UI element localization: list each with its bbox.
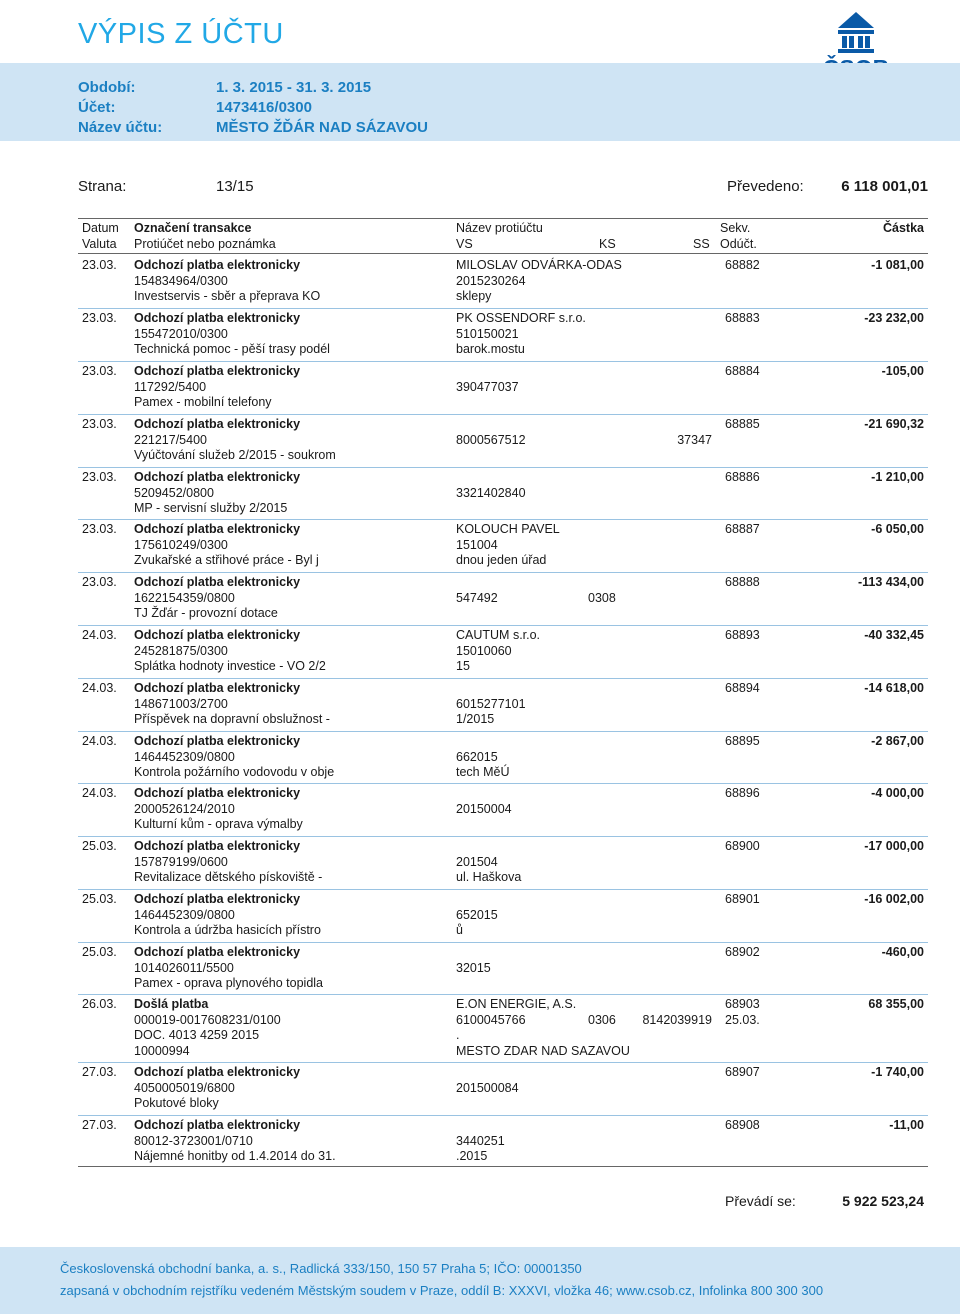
row-sequence: 68903 bbox=[725, 997, 760, 1011]
row-separator bbox=[78, 889, 928, 890]
row-sequence: 68883 bbox=[725, 311, 760, 325]
row-counterparty-note: 15 bbox=[456, 659, 470, 673]
row-amount: -1 081,00 bbox=[871, 258, 924, 272]
row-sequence: 68887 bbox=[725, 522, 760, 536]
col-ss: SS bbox=[693, 237, 710, 251]
row-vs: 652015 bbox=[456, 907, 498, 922]
row-counterparty-note: dnou jeden úřad bbox=[456, 553, 547, 567]
page-number: 13/15 bbox=[216, 178, 254, 195]
col-castka: Částka bbox=[883, 221, 924, 235]
col-oznaceni: Označení transakce bbox=[134, 221, 252, 235]
row-sequence: 68886 bbox=[725, 470, 760, 484]
row-posting-date: 25.03. bbox=[725, 1012, 760, 1027]
row-separator bbox=[78, 308, 928, 309]
row-separator bbox=[78, 783, 928, 784]
row-note-extra: 10000994 bbox=[134, 1043, 190, 1058]
row-ss: 37347 bbox=[677, 432, 712, 447]
row-transaction-type: Odchozí platba elektronicky bbox=[134, 681, 301, 695]
row-date: 24.03. bbox=[82, 786, 117, 800]
row-counter-account: 148671003/2700 bbox=[134, 696, 228, 711]
row-date: 23.03. bbox=[82, 575, 117, 589]
row-date: 25.03. bbox=[82, 945, 117, 959]
row-date: 23.03. bbox=[82, 258, 117, 272]
row-amount: -40 332,45 bbox=[864, 628, 924, 642]
row-vs: 151004 bbox=[456, 537, 498, 552]
row-amount: -2 867,00 bbox=[871, 734, 924, 748]
row-separator bbox=[78, 414, 928, 415]
row-transaction-type: Odchozí platba elektronicky bbox=[134, 417, 301, 431]
row-amount: -21 690,32 bbox=[864, 417, 924, 431]
row-counter-account: 117292/5400 bbox=[134, 379, 207, 394]
col-nazev: Název protiúčtu bbox=[456, 221, 543, 235]
row-vs: 390477037 bbox=[456, 379, 519, 394]
col-valuta: Valuta bbox=[82, 237, 117, 251]
row-separator bbox=[78, 1115, 928, 1116]
row-sequence: 68902 bbox=[725, 945, 760, 959]
row-sequence: 68907 bbox=[725, 1065, 760, 1079]
row-amount: -4 000,00 bbox=[871, 786, 924, 800]
table-bottom-rule bbox=[78, 1166, 928, 1167]
row-counter-account: 1622154359/0800 bbox=[134, 590, 235, 605]
row-amount: -1 210,00 bbox=[871, 470, 924, 484]
row-separator bbox=[78, 361, 928, 362]
row-counter-account: 5209452/0800 bbox=[134, 485, 214, 500]
row-sequence: 68895 bbox=[725, 734, 760, 748]
row-date: 23.03. bbox=[82, 417, 117, 431]
row-date: 23.03. bbox=[82, 522, 117, 536]
row-counterparty-name: MILOSLAV ODVÁRKA-ODAS bbox=[456, 258, 622, 272]
row-amount: -17 000,00 bbox=[864, 839, 924, 853]
row-amount: -113 434,00 bbox=[857, 575, 924, 589]
row-note: Kontrola požárního vodovodu v obje bbox=[134, 765, 335, 779]
row-counterparty-note: ů bbox=[456, 923, 463, 937]
row-amount: -16 002,00 bbox=[864, 892, 924, 906]
info-label: Název účtu: bbox=[78, 119, 163, 136]
row-counter-account: 245281875/0300 bbox=[134, 643, 228, 658]
row-transaction-type: Odchozí platba elektronicky bbox=[134, 734, 301, 748]
row-sequence: 68882 bbox=[725, 258, 760, 272]
row-counterparty-name: CAUTUM s.r.o. bbox=[456, 628, 541, 642]
row-date: 24.03. bbox=[82, 681, 117, 695]
row-counterparty-note-extra: MESTO ZDAR NAD SAZAVOU bbox=[456, 1043, 630, 1058]
row-note: MP - servisní služby 2/2015 bbox=[134, 501, 288, 515]
row-separator bbox=[78, 1062, 928, 1063]
row-sequence: 68894 bbox=[725, 681, 760, 695]
row-note: TJ Žďár - provozní dotace bbox=[134, 606, 278, 620]
row-transaction-type: Odchozí platba elektronicky bbox=[134, 364, 301, 378]
col-ks: KS bbox=[599, 237, 616, 251]
col-oduct: Odúčt. bbox=[720, 237, 757, 251]
footer-line-2: zapsaná v obchodním rejstříku vedeném Městským soudem v Praze, oddíl B: XXXVI, vložka 46; www.csob.cz, Infolinka 800 300 300 bbox=[60, 1283, 824, 1298]
row-transaction-type: Odchozí platba elektronicky bbox=[134, 892, 301, 906]
row-note: Kontrola a údržba hasicích přístro bbox=[134, 923, 321, 937]
row-counterparty-note: .2015 bbox=[456, 1149, 488, 1163]
row-separator bbox=[78, 836, 928, 837]
row-vs: 8000567512 bbox=[456, 432, 526, 447]
row-separator bbox=[78, 678, 928, 679]
row-transaction-type: Odchozí platba elektronicky bbox=[134, 522, 301, 536]
row-vs: 510150021 bbox=[456, 326, 519, 341]
row-note: Pamex - mobilní telefony bbox=[134, 395, 272, 409]
row-transaction-type: Odchozí platba elektronicky bbox=[134, 311, 301, 325]
row-sequence: 68893 bbox=[725, 628, 760, 642]
info-label: Období: bbox=[78, 79, 136, 96]
row-counterparty-name: KOLOUCH PAVEL bbox=[456, 522, 560, 536]
row-counterparty-note: sklepy bbox=[456, 289, 492, 303]
row-transaction-type: Odchozí platba elektronicky bbox=[134, 1118, 301, 1132]
row-note: Technická pomoc - pěší trasy podél bbox=[134, 342, 330, 356]
row-transaction-type: Odchozí platba elektronicky bbox=[134, 839, 301, 853]
row-vs: 3440251 bbox=[456, 1133, 505, 1148]
row-transaction-type: Odchozí platba elektronicky bbox=[134, 786, 301, 800]
row-amount: 68 355,00 bbox=[868, 997, 924, 1011]
row-counterparty-note: tech MěÚ bbox=[456, 765, 510, 779]
row-counter-account: 175610249/0300 bbox=[134, 537, 228, 552]
row-sequence: 68896 bbox=[725, 786, 760, 800]
row-note: DOC. 4013 4259 2015 bbox=[134, 1028, 260, 1042]
footer-line-1: Československá obchodní banka, a. s., Radlická 333/150, 150 57 Praha 5; IČO: 00001350 bbox=[60, 1261, 582, 1276]
row-note: Investservis - sběr a přeprava KO bbox=[134, 289, 321, 303]
row-note: Splátka hodnoty investice - VO 2/2 bbox=[134, 659, 326, 673]
row-vs: 15010060 bbox=[456, 643, 512, 658]
row-counterparty-note: ul. Haškova bbox=[456, 870, 522, 884]
transferred-label: Převedeno: bbox=[727, 178, 804, 195]
info-value: 1. 3. 2015 - 31. 3. 2015 bbox=[216, 79, 372, 96]
transferred-value: 6 118 001,01 bbox=[841, 178, 928, 195]
row-separator bbox=[78, 994, 928, 995]
page-title: VÝPIS Z ÚČTU bbox=[78, 18, 284, 50]
row-ks: 0308 bbox=[588, 590, 616, 605]
info-value: MĚSTO ŽĎÁR NAD SÁZAVOU bbox=[216, 119, 428, 136]
row-vs: 2015230264 bbox=[456, 273, 526, 288]
row-ss: 8142039919 bbox=[642, 1012, 712, 1027]
row-transaction-type: Odchozí platba elektronicky bbox=[134, 1065, 301, 1079]
carry-over-value: 5 922 523,24 bbox=[842, 1193, 924, 1209]
row-date: 24.03. bbox=[82, 628, 117, 642]
row-note: Příspěvek na dopravní obslužnost - bbox=[134, 712, 330, 726]
row-note: Kulturní kům - oprava výmalby bbox=[134, 817, 303, 831]
row-amount: -460,00 bbox=[881, 945, 924, 959]
row-counterparty-name: PK OSSENDORF s.r.o. bbox=[456, 311, 586, 325]
col-vs: VS bbox=[456, 237, 473, 251]
row-counter-account: 1014026011/5500 bbox=[134, 960, 234, 975]
row-ks: 0306 bbox=[588, 1012, 616, 1027]
row-note: Pokutové bloky bbox=[134, 1096, 219, 1110]
row-note: Zvukařské a střihové práce - Byl j bbox=[134, 553, 319, 567]
row-sequence: 68888 bbox=[725, 575, 760, 589]
row-counter-account: 157879199/0600 bbox=[134, 854, 228, 869]
account-info-panel bbox=[0, 63, 960, 141]
row-separator bbox=[78, 519, 928, 520]
row-vs: 201500084 bbox=[456, 1080, 519, 1095]
row-note: Revitalizace dětského pískoviště - bbox=[134, 870, 323, 884]
footer bbox=[0, 1247, 960, 1314]
row-counter-account: 000019-0017608231/0100 bbox=[134, 1012, 281, 1027]
row-separator bbox=[78, 942, 928, 943]
col-protiucet: Protiúčet nebo poznámka bbox=[134, 237, 276, 251]
row-vs: 547492 bbox=[456, 590, 498, 605]
row-note: Vyúčtování služeb 2/2015 - soukrom bbox=[134, 448, 336, 462]
row-vs: 6015277101 bbox=[456, 696, 526, 711]
row-vs: 3321402840 bbox=[456, 485, 526, 500]
row-separator bbox=[78, 625, 928, 626]
row-counter-account: 80012-3723001/0710 bbox=[134, 1133, 253, 1148]
row-counter-account: 4050005019/6800 bbox=[134, 1080, 235, 1095]
row-vs: 201504 bbox=[456, 854, 498, 869]
row-date: 25.03. bbox=[82, 839, 117, 853]
info-label: Účet: bbox=[78, 99, 116, 116]
row-transaction-type: Odchozí platba elektronicky bbox=[134, 575, 301, 589]
table-header-rule bbox=[78, 253, 928, 254]
col-sekv: Sekv. bbox=[720, 221, 751, 235]
row-counter-account: 155472010/0300 bbox=[134, 326, 228, 341]
row-date: 24.03. bbox=[82, 734, 117, 748]
row-date: 23.03. bbox=[82, 470, 117, 484]
row-counter-account: 154834964/0300 bbox=[134, 273, 228, 288]
row-counter-account: 221217/5400 bbox=[134, 432, 207, 447]
row-transaction-type: Odchozí platba elektronicky bbox=[134, 470, 301, 484]
row-sequence: 68908 bbox=[725, 1118, 760, 1132]
row-amount: -11,00 bbox=[889, 1118, 924, 1132]
row-vs: 662015 bbox=[456, 749, 498, 764]
row-vs: 20150004 bbox=[456, 801, 512, 816]
row-note: Nájemné honitby od 1.4.2014 do 31. bbox=[134, 1149, 336, 1163]
row-transaction-type: Odchozí platba elektronicky bbox=[134, 945, 301, 959]
row-counterparty-note: 1/2015 bbox=[456, 712, 495, 726]
row-counter-account: 2000526124/2010 bbox=[134, 801, 235, 816]
carry-over-label: Převádí se: bbox=[725, 1193, 796, 1209]
row-date: 23.03. bbox=[82, 311, 117, 325]
row-separator bbox=[78, 572, 928, 573]
row-amount: -23 232,00 bbox=[864, 311, 924, 325]
row-amount: -1 740,00 bbox=[871, 1065, 924, 1079]
info-value: 1473416/0300 bbox=[216, 99, 312, 116]
row-sequence: 68901 bbox=[725, 892, 760, 906]
row-date: 27.03. bbox=[82, 1065, 117, 1079]
row-separator bbox=[78, 731, 928, 732]
row-sequence: 68900 bbox=[725, 839, 760, 853]
row-amount: -105,00 bbox=[881, 364, 924, 378]
row-transaction-type: Odchozí platba elektronicky bbox=[134, 628, 301, 642]
row-sequence: 68885 bbox=[725, 417, 760, 431]
row-amount: -14 618,00 bbox=[864, 681, 924, 695]
row-counter-account: 1464452309/0800 bbox=[134, 907, 235, 922]
row-date: 27.03. bbox=[82, 1118, 117, 1132]
row-date: 23.03. bbox=[82, 364, 117, 378]
table-top-rule bbox=[78, 218, 928, 219]
row-sequence: 68884 bbox=[725, 364, 760, 378]
row-note: Pamex - oprava plynového topidla bbox=[134, 976, 324, 990]
row-counter-account: 1464452309/0800 bbox=[134, 749, 235, 764]
row-counterparty-note: . bbox=[456, 1028, 460, 1042]
row-vs: 6100045766 bbox=[456, 1012, 526, 1027]
row-date: 26.03. bbox=[82, 997, 117, 1011]
col-datum: Datum bbox=[82, 221, 119, 235]
row-vs: 32015 bbox=[456, 960, 491, 975]
row-separator bbox=[78, 467, 928, 468]
page-label: Strana: bbox=[78, 178, 127, 195]
row-amount: -6 050,00 bbox=[871, 522, 924, 536]
row-counterparty-note: barok.mostu bbox=[456, 342, 525, 356]
row-transaction-type: Došlá platba bbox=[134, 997, 209, 1011]
row-transaction-type: Odchozí platba elektronicky bbox=[134, 258, 301, 272]
row-counterparty-name: E.ON ENERGIE, A.S. bbox=[456, 997, 577, 1011]
row-date: 25.03. bbox=[82, 892, 117, 906]
